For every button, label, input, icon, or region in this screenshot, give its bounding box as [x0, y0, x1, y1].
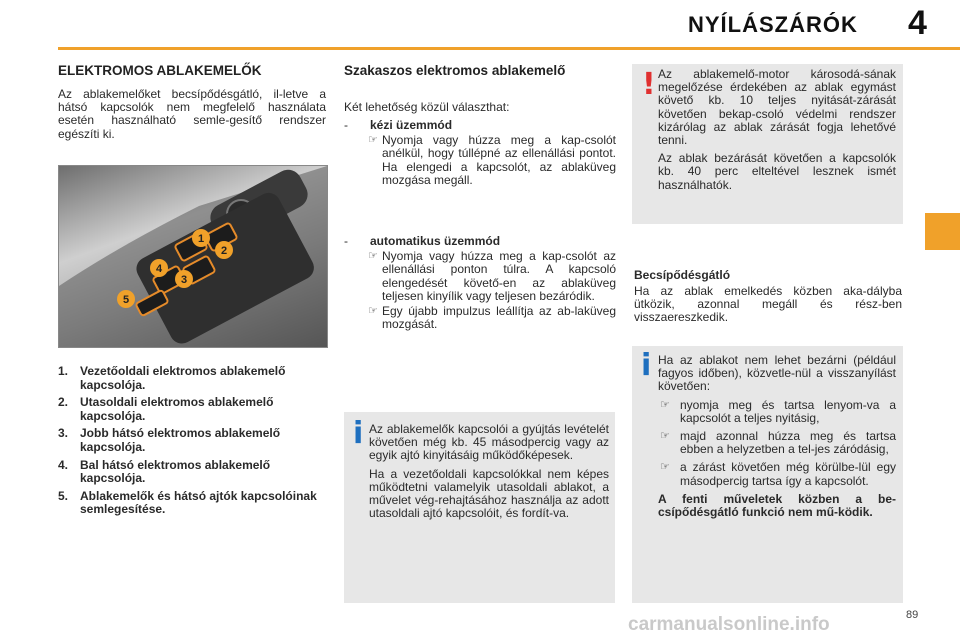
pointing-hand-icon: ☞ [368, 134, 378, 147]
section-title: ELEKTROMOS ABLAKEMELŐK [58, 63, 262, 78]
page-number: 89 [906, 609, 919, 621]
info-icon: i [353, 416, 364, 451]
info-timer-text: Az ablakemelők kapcsolói a gyújtás levételét követően még kb. 45 másodpercig vagy az egyik ajtó kinyitásáig működőképesek. Ha a vezetőoldali kapcsolókkal nem képes működtetni valamelyik utasoldali ablakot, a művelet vég-rehajtásához használja az adott utasoldali ajtó kapcsolóit, és fordít-va. [369, 422, 609, 521]
warning-box [632, 64, 903, 224]
callout-2: 2 [220, 245, 228, 257]
manual-mode: - kézi üzemmód ☞ Nyomja vagy húzza meg a kap-csolót anélkül, hogy túllépné az ellenállási pontot. Ha elengedi a kapcsolót, az ablaküveg mozgása megáll. [344, 118, 616, 187]
chapter-number: 4 [908, 4, 927, 42]
watermark: carmanualsonline.info [628, 614, 830, 635]
chapter-tab[interactable] [925, 213, 960, 250]
reinit-warning-bold: A fenti műveletek közben a be-csípődésgátló funkció nem mű-ködik. [658, 491, 896, 520]
legend-item: 2. Utasoldali elektromos ablakemelő kapcsolója. [58, 395, 274, 423]
pointing-hand-icon: ☞ [660, 430, 670, 443]
header-rule [58, 47, 960, 50]
reinit-step: ☞ a zárást követően még körülbe-lül egy másodpercig tartsa így a kapcsolót. [660, 460, 896, 488]
anti-pinch-text: Ha az ablak emelkedés közben aka-dályba ütközik, azonnal megáll és rész-ben visszaereszkedik. [634, 284, 902, 325]
info-reinit-text: Ha az ablakot nem lehet bezárni (például fagyos időben), közvetle-nül a visszanyílást követően: ☞ nyomja meg és tartsa lenyom-va a kapcsolót a teljes nyitásig, ☞ majd azonnal húzza meg és tartsa ebben a helyzetben a tel-jes záródásig, ☞ a zárást követően még körülbe-lül egy másodpercig tartsa így a kapcsolót. A fenti műveletek közben a be-csípődésgátló funkció nem mű-ködik. [658, 353, 896, 520]
pointing-hand-icon: ☞ [368, 250, 378, 263]
info-icon: i [641, 348, 652, 383]
legend-item: 3. Jobb hátsó elektromos ablakemelő kapcsolója. [58, 426, 281, 454]
manual-mode-label: kézi üzemmód [370, 118, 453, 132]
pointing-hand-icon: ☞ [368, 305, 378, 318]
switch-panel-illustration [59, 166, 327, 347]
callout-4: 4 [155, 263, 163, 275]
callout-1: 1 [197, 233, 205, 245]
callout-legend [58, 365, 328, 521]
info-box-reinit [632, 346, 903, 603]
anti-pinch-title: Becsípődésgátló [634, 268, 731, 282]
warning-icon: ! [642, 67, 656, 102]
legend-item: 5. Ablakemelők és hátsó ajtók kapcsolóinak semlegesítése. [58, 488, 317, 517]
manual-mode-bullet: ☞ Nyomja vagy húzza meg a kap-csolót anélkül, hogy túllépné az ellenállási pontot. Ha elengedi a kapcsolót, az ablaküveg mozgása megáll. [368, 133, 616, 187]
subsection-title: Szakaszos elektromos ablakemelő [344, 63, 566, 78]
pointing-hand-icon: ☞ [660, 398, 670, 411]
legend-item: 1. Vezetőoldali elektromos ablakemelő kapcsolója. [58, 364, 286, 392]
auto-mode-bullet: ☞ Egy újabb impulzus leállítja az ab-laküveg mozgását. [368, 304, 616, 332]
window-switch-photo [58, 165, 328, 348]
reinit-step: ☞ majd azonnal húzza meg és tartsa ebben a helyzetben a tel-jes záródásig, [660, 429, 896, 457]
warning-text: Az ablakemelő-motor károsodá-sának megelőzése érdekében az ablak egymást követő kb. 10 teljes nyitását-zárását követően bekap-csoló védelmi rendszer kizárólag az ablak zárását fogja lehetővé tenni. Az ablak bezárását követően a kapcsolók kb. 40 perc elteltével lesznek ismét használhatók. [658, 67, 896, 192]
callout-5: 5 [122, 294, 130, 306]
legend-item: 4. Bal hátsó elektromos ablakemelő kapcsolója. [58, 457, 271, 486]
callout-3: 3 [180, 274, 188, 286]
chapter-title: NYÍLÁSZÁRÓK [688, 12, 858, 37]
auto-mode-bullet: ☞ Nyomja vagy húzza meg a kap-csolót az ellenállási ponton túlra. A kapcsoló elengedését követő-en az ablaküveg teljesen kinyílik vagy teljesen bezáródik. [368, 249, 616, 303]
info-box-timer [344, 412, 615, 603]
choice-intro: Két lehetőség közül választhat: [344, 100, 510, 114]
auto-mode: - automatikus üzemmód ☞ Nyomja vagy húzza meg a kap-csolót az ellenállási ponton túlra. A kapcsoló elengedését követő-en az ablaküveg teljesen kinyílik vagy teljesen bezáródik. ☞ Egy újabb impulzus leállítja az ab-laküveg mozgását. [344, 234, 616, 332]
intro-paragraph: Az ablakemelőket becsípődésgátló, il-letve a hátsó kapcsolók nem megfelelő használata esetén használható semle-gesítő rendszer egészíti ki. [58, 87, 326, 141]
auto-mode-label: automatikus üzemmód [370, 234, 501, 248]
pointing-hand-icon: ☞ [660, 461, 670, 474]
reinit-step: ☞ nyomja meg és tartsa lenyom-va a kapcsolót a teljes nyitásig, [660, 397, 896, 425]
